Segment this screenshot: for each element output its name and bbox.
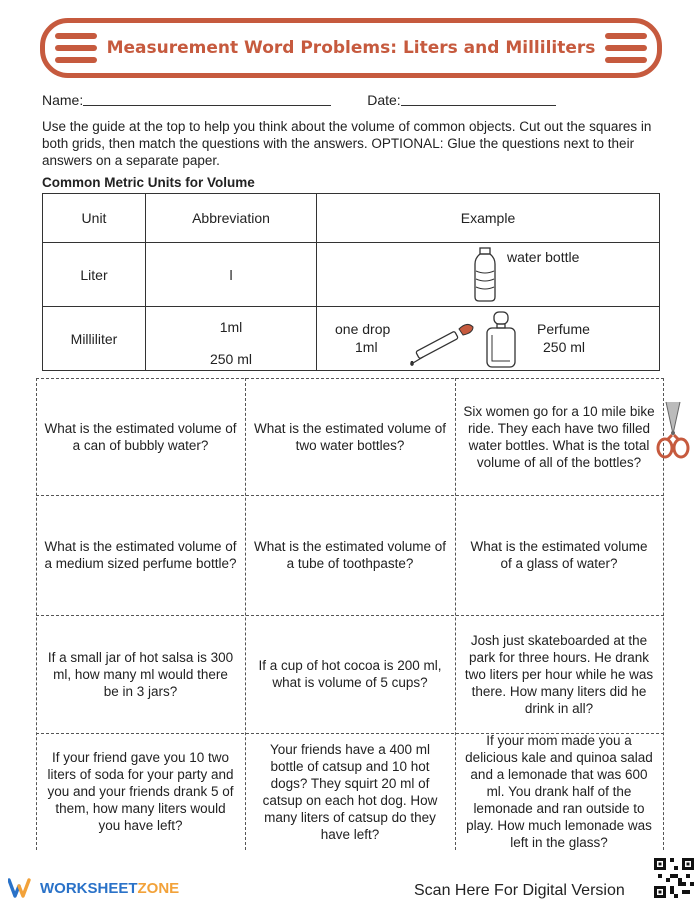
example-amount-perfume: 250 ml [543,338,586,355]
qr-code-icon[interactable] [654,858,694,898]
scissors-icon [654,400,690,462]
units-table [42,193,660,371]
example-milliliter [317,307,660,371]
logo-w-icon [8,878,36,898]
table-title: Common Metric Units for Volume [42,175,255,190]
question-card: If your friend gave you 10 two liters of soda for your party and you and your friends drank 5 of them, how many liters would you have left? [47,750,234,833]
example-amount-one-drop: 1ml [355,338,378,355]
scan-text: Scan Here For Digital Version [414,882,625,899]
brand-zone: ZONE [137,879,180,897]
question-card: What is the estimated volume of a glass of water? [470,539,648,571]
abbr-250ml: 250 ml [209,350,253,367]
abbr-1ml: 1ml [219,318,243,335]
question-card: If a cup of hot cocoa is 200 ml, what is volume of 5 cups? [258,658,442,690]
dropper-icon [407,319,477,367]
menu-lines-icon [605,33,647,63]
header-abbreviation: Abbreviation [146,194,317,243]
header-example: Example [317,194,660,243]
question-card: What is the estimated volume of two water bottles? [253,420,447,453]
instructions: Use the guide at the top to help you think about the volume of common objects. Cut out the squares in both grids, then match the questions with the answers. OPTIONAL: Glue the questions next to their answers on a separate paper. [42,119,652,168]
example-liter [317,243,660,307]
date-label: Date: [367,92,401,108]
name-line[interactable] [83,92,331,106]
example-label-one-drop: one drop [335,320,391,337]
question-card: What is the estimated volume of a can of bubbly water? [44,420,237,453]
question-card: If your mom made you a delicious kale and quinoa salad and a lemonade that was 600 ml. You drank half of the lemonade and ran outside to play. How much lemonade was left in the glass? [465,733,653,850]
question-grid [36,378,664,850]
date-line[interactable] [401,92,556,106]
example-label-perfume: Perfume [537,320,590,337]
question-card: What is the estimated volume of a medium sized perfume bottle? [44,539,237,571]
abbr-milliliter [146,307,317,371]
brand-worksheet: WORKSHEET [40,879,138,897]
unit-milliliter: Milliliter [43,307,146,371]
question-card: Josh just skateboarded at the park for three hours. He drank two liters per hour while he was there. How many liters did he drink in all? [464,632,654,716]
title-banner [40,18,662,78]
name-date-row [42,92,662,108]
question-card: What is the estimated volume of a tube of toothpaste? [253,539,447,571]
menu-lines-icon [55,33,97,63]
abbr-liter: l [146,243,317,307]
question-card: Six women go for a 10 mile bike ride. They each have two filled water bottles. What is the total volume of all of the bottles? [463,403,655,470]
question-card: If a small jar of hot salsa is 300 ml, how many ml would there be in 3 jars? [47,649,234,699]
worksheetzone-logo [8,878,179,898]
header-unit: Unit [43,194,146,243]
unit-liter: Liter [43,243,146,307]
example-label-water-bottle: water bottle [507,249,580,265]
question-card: Your friends have a 400 ml bottle of catsup and 10 hot dogs? They squirt 20 ml of catsup on each hot dog. How many liters of catsup do they have left? [262,741,438,842]
name-label: Name: [42,92,84,108]
perfume-bottle-icon [485,311,517,369]
water-bottle-icon [471,247,499,303]
page-title: Measurement Word Problems: Liters and Milliliters [106,38,596,58]
